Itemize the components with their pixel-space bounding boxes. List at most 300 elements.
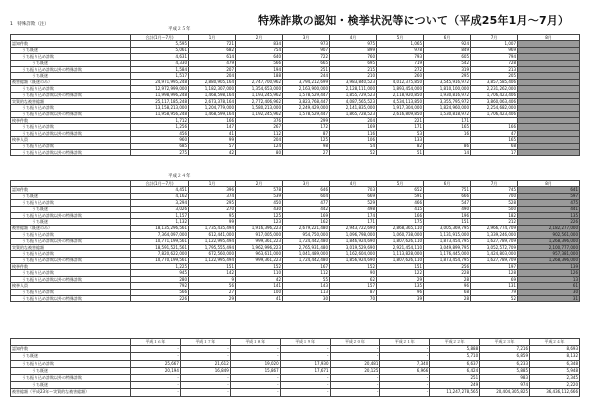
table-cell: 17,930 (280, 360, 330, 367)
table-cell: 42 (236, 276, 283, 282)
column-header: 平成２０年 (330, 339, 380, 346)
row-label: うち振り込め詐欺 (11, 232, 131, 238)
table-row (11, 382, 580, 389)
table-cell: 1,176,445,000 (424, 251, 471, 257)
table-cell: - (180, 389, 230, 396)
table-cell: - (230, 382, 280, 389)
column-header: 平成２２年 (430, 339, 480, 346)
table-cell: 1,627,789,709 (471, 238, 518, 244)
table-cell: 1,795,555,494 (189, 244, 236, 250)
table-cell: 51 (377, 150, 424, 156)
table-cell: - (330, 389, 380, 396)
row-label: うち既遂 (11, 382, 131, 389)
table-cell: - (380, 389, 430, 396)
column-header: 7月 (471, 181, 518, 187)
table-cell: 42 (189, 150, 236, 156)
row-label: うち振り込め詐欺以外の特殊詐欺 (11, 374, 131, 381)
table-cell: 1,807,626,110 (377, 257, 424, 263)
table-cell: 70 (330, 296, 377, 302)
table-cell: 1,517 (131, 73, 189, 79)
table-cell: 171 (377, 124, 424, 130)
table-cell: 20,481 (330, 360, 380, 367)
table-cell: 18,591,521,561 (131, 244, 189, 250)
table-cell: 1,893,454,000 (377, 86, 424, 92)
table-cell: 1,122,995,494 (189, 257, 236, 263)
table-cell: 249 (430, 382, 480, 389)
table-cell: 226 (518, 219, 580, 225)
table-cell: 270 (189, 206, 236, 212)
table-cell: 52 (471, 296, 518, 302)
table-cell: 152 (236, 264, 283, 270)
table-cell: - (131, 374, 181, 381)
table-cell: 9 (189, 276, 236, 282)
table-cell: 1,041,489,000 (283, 251, 330, 257)
table-cell: 68 (424, 289, 471, 295)
column-header: 2月 (236, 35, 283, 41)
table-cell: 157 (330, 283, 377, 289)
table-cell: - (330, 382, 380, 389)
document-title: 特殊詐欺の認知・検挙状況等について（平成25年1月～7月） (258, 14, 570, 27)
table-cell: 3,005,369,795 (424, 225, 471, 231)
table-cell: 957,381,000 (518, 251, 580, 257)
table-cell: 1,424,803,000 (471, 251, 518, 257)
row-label: うち振り込め詐欺 (11, 143, 131, 149)
table-cell: 20,404,305,825 (480, 389, 530, 396)
monthly-stats-table-h25 (10, 34, 580, 156)
table-cell: 547 (424, 200, 471, 206)
table-cell: 166 (377, 212, 424, 218)
table-cell: 794 (471, 54, 518, 60)
year-label-h24: 平成２４年 (168, 174, 191, 179)
table-cell: 295 (189, 200, 236, 206)
table-row (11, 296, 580, 302)
monthly-stats-table-h24 (10, 180, 580, 302)
table-cell: 5,948 (530, 367, 580, 374)
column-header: 平成１７年 (180, 339, 230, 346)
table-cell: 849 (424, 47, 471, 53)
table-cell: 194 (236, 66, 283, 72)
table-cell: 11,247,278,565 (430, 389, 480, 396)
table-cell: 25,117,185,248 (131, 98, 189, 104)
table-cell: 983 (480, 374, 530, 381)
table-cell: 1,122,995,494 (189, 238, 236, 244)
column-header: 平成２１年 (380, 339, 430, 346)
table-cell: 1,916,396,223 (236, 225, 283, 231)
table-cell: 172 (283, 124, 330, 130)
table-cell: 96 (424, 283, 471, 289)
row-label: うち振り込め詐欺 (11, 105, 131, 111)
table-cell: 682 (189, 47, 236, 53)
table-cell: 251 (430, 374, 480, 381)
table-cell: - (230, 374, 280, 381)
table-cell: 17 (471, 150, 518, 156)
table-cell: 151 (189, 264, 236, 270)
table-cell: 3,052,572,709 (471, 244, 518, 250)
column-header: 平成１８年 (230, 339, 280, 346)
table-cell: 1,627,789,709 (471, 257, 518, 263)
table-cell: 3,857,585,406 (471, 79, 518, 85)
column-header: 2月 (236, 181, 283, 187)
table-cell: 945 (131, 270, 189, 276)
table-cell: 299 (283, 118, 330, 124)
table-cell: 99 (189, 219, 236, 225)
table-cell: 95 (189, 212, 236, 218)
column-header: 3月 (283, 181, 330, 187)
table-cell: 61 (518, 283, 580, 289)
table-cell: 1,824,960,000 (424, 105, 471, 111)
table-cell: 760 (330, 54, 377, 60)
table-cell: 228 (424, 270, 471, 276)
table-cell: 79 (471, 289, 518, 295)
column-header: 5月 (377, 35, 424, 41)
table-cell: 295 (424, 73, 471, 79)
column-header: 4月 (330, 181, 377, 187)
table-cell: 1,060,738,000 (377, 232, 424, 238)
table-cell: 30 (283, 296, 330, 302)
table-cell: 1,131,915,000 (424, 232, 471, 238)
table-cell: 53 (377, 130, 424, 136)
table-cell: 2,868,365,110 (377, 225, 424, 231)
table-cell: 126 (518, 270, 580, 276)
table-cell: 1,268,396,000 (518, 238, 580, 244)
table-cell: 27 (189, 289, 236, 295)
table-cell: - (380, 374, 430, 381)
table-cell: 614 (189, 54, 236, 60)
column-header: 合計(1月～7月) (131, 35, 189, 41)
table-cell: 1,807,626,110 (377, 238, 424, 244)
table-cell: 87 (283, 130, 330, 136)
table-cell: 16 (424, 130, 471, 136)
column-header (11, 339, 131, 346)
table-cell: 267 (236, 124, 283, 130)
table-cell: 4,162 (131, 193, 189, 199)
table-cell: 68 (471, 143, 518, 149)
column-header: 平成１６年 (131, 339, 181, 346)
table-cell: 87 (330, 289, 377, 295)
table-cell: 666 (424, 193, 471, 199)
table-cell: 477 (283, 200, 330, 206)
table-cell: 135 (377, 283, 424, 289)
table-cell: 1,225 (131, 264, 189, 270)
table-row (11, 150, 580, 156)
table-cell: 124 (236, 143, 283, 149)
table-cell: 167 (283, 264, 330, 270)
table-cell: 2,163,900,000 (283, 86, 330, 92)
row-label: 検挙人員 (11, 137, 131, 143)
table-cell: 1,204,779,000 (189, 105, 236, 111)
table-cell: 96 (377, 289, 424, 295)
table-cell: - (330, 346, 380, 353)
table-cell: 2,966,774,709 (471, 225, 518, 231)
row-label: うち既遂 (11, 367, 131, 374)
table-cell: 1,157 (131, 212, 189, 218)
table-cell: 1,584 (131, 66, 189, 72)
table-cell: 396 (189, 187, 236, 193)
table-cell: 1,096,798,000 (330, 232, 377, 238)
table-cell: 2,772,406,962 (236, 98, 283, 104)
table-cell: 5,710 (430, 353, 480, 360)
table-cell: 969 (471, 47, 518, 53)
table-cell: 6,637 (430, 360, 480, 367)
table-cell: 652 (377, 187, 424, 193)
table-cell: 196 (424, 212, 471, 218)
table-cell: 141 (236, 283, 283, 289)
table-cell: 430 (236, 206, 283, 212)
table-cell: 135 (518, 212, 580, 218)
table-cell: - (330, 353, 380, 360)
column-header: 8月 (518, 35, 580, 41)
table-cell: 2,679,221,480 (283, 225, 330, 231)
yearly-stats-table (10, 338, 580, 397)
table-cell: 4,330 (131, 60, 189, 66)
table-cell: 112 (283, 270, 330, 276)
row-label: うち振り込め詐欺以外の特殊詐欺 (11, 296, 131, 302)
table-cell: 695 (330, 60, 377, 66)
table-cell: 210 (330, 73, 377, 79)
column-header: 1月 (189, 181, 236, 187)
row-label: うち振り込め詐欺 (11, 360, 131, 367)
table-cell: 578 (236, 187, 283, 193)
table-cell: 100 (236, 289, 283, 295)
table-cell: 10,771,199,561 (131, 238, 189, 244)
table-cell: 2,231,262,000 (471, 86, 518, 92)
table-cell: 792 (131, 283, 189, 289)
table-cell: 25,667 (131, 360, 181, 367)
table-cell: 39 (377, 296, 424, 302)
table-cell: 280 (131, 276, 189, 282)
table-cell: 1,930,816,972 (424, 92, 471, 98)
table-cell: 899 (330, 47, 377, 53)
table-cell: 55 (283, 276, 330, 282)
table-cell: 226 (131, 296, 189, 302)
table-cell: 2,100,777,000 (518, 244, 580, 250)
table-cell: 646 (283, 187, 330, 193)
row-label: 認知件数 (11, 187, 131, 193)
table-cell: 665 (283, 60, 330, 66)
table-cell: 960 (131, 137, 189, 143)
table-cell: 52 (330, 150, 377, 156)
table-cell: 123 (236, 219, 283, 225)
table-cell: 204 (236, 137, 283, 143)
table-cell: 98 (283, 143, 330, 149)
table-cell: 260 (377, 73, 424, 79)
table-cell: 19,020 (230, 360, 280, 367)
table-cell: 24,971,995,248 (131, 79, 189, 85)
table-cell: 539 (236, 193, 283, 199)
table-cell: 745 (471, 187, 518, 193)
table-cell: 475 (518, 200, 580, 206)
table-cell: 3,545,916,972 (424, 79, 471, 85)
table-cell: 27 (283, 150, 330, 156)
table-cell: 500 (471, 206, 518, 212)
table-cell: 16,849 (180, 367, 230, 374)
row-label: 検挙件数 (11, 118, 131, 124)
table-cell: 2,943,722,690 (330, 225, 377, 231)
table-cell: 834 (236, 41, 283, 47)
table-cell: 4,631 (131, 54, 189, 60)
table-cell: 954,750,000 (283, 232, 330, 238)
table-row (11, 360, 580, 367)
table-cell: 542 (424, 60, 471, 66)
table-cell: 29 (377, 276, 424, 282)
table-cell: 11,998,996,248 (131, 92, 189, 98)
row-label: うち振り込め詐欺 (11, 54, 131, 60)
table-cell: 722 (283, 54, 330, 60)
table-cell: 151 (377, 264, 424, 270)
column-header: 合計(1月～7月) (131, 181, 189, 187)
row-label: うち振り込め詐欺 (11, 251, 131, 257)
table-cell: 3,823,768,447 (283, 98, 330, 104)
table-cell: 106 (330, 137, 377, 143)
row-label: 認知件数 (11, 346, 131, 353)
table-cell: 131 (471, 283, 518, 289)
table-cell: 17,671 (280, 367, 330, 374)
table-cell: 1,855,729,523 (330, 92, 377, 98)
row-label: うち振り込め詐欺以外の特殊詐欺 (11, 111, 131, 117)
table-cell: 182 (471, 212, 518, 218)
column-header: 8月 (518, 181, 580, 187)
row-label: うち振り込め詐欺以外の特殊詐欺 (11, 257, 131, 263)
table-cell: 640 (236, 54, 283, 60)
table-cell: 174 (330, 212, 377, 218)
row-label: 検挙人員 (11, 283, 131, 289)
table-row (11, 367, 580, 374)
table-row (11, 389, 580, 396)
table-cell: 4,087,565,523 (330, 98, 377, 104)
table-cell: 2,182,277,000 (518, 225, 580, 231)
row-label: うち振り込め詐欺 (11, 270, 131, 276)
row-label: 認知件数 (11, 41, 131, 47)
table-cell: 7,820,622,000 (131, 251, 189, 257)
table-cell: 1,962,996,223 (236, 244, 283, 250)
table-cell: 374 (189, 193, 236, 199)
table-cell: 907 (283, 47, 330, 53)
table-cell: 99 (189, 137, 236, 143)
table-cell: 1,865,728,523 (330, 111, 377, 117)
table-cell: 2,254,682,000 (471, 105, 518, 111)
table-cell: 441 (518, 206, 580, 212)
table-cell: 2,765,931,480 (283, 244, 330, 250)
table-cell: 591 (377, 193, 424, 199)
table-cell: 1,578,529,447 (283, 111, 330, 117)
table-cell: 139 (518, 264, 580, 270)
table-cell: 82 (377, 143, 424, 149)
table-cell: - (230, 353, 280, 360)
table-cell: 1,162,604,000 (330, 251, 377, 257)
table-cell: 165 (424, 124, 471, 130)
table-cell: - (380, 346, 430, 353)
table-cell: 112 (236, 130, 283, 136)
table-cell: 116 (330, 130, 377, 136)
row-label: うち振り込め詐欺以外の特殊詐欺 (11, 276, 131, 282)
table-cell: 2,673,378,164 (189, 98, 236, 104)
table-cell: 3,983,840,523 (330, 79, 377, 85)
table-cell: 197 (471, 264, 518, 270)
table-cell: 11,958,956,248 (131, 111, 189, 117)
table-cell: 1,810,100,000 (424, 86, 471, 92)
table-cell: 29 (189, 296, 236, 302)
table-cell: 1,007 (471, 41, 518, 47)
table-cell: 999,361,223 (236, 257, 283, 263)
table-cell: 7,216 (480, 346, 530, 353)
table-cell: 2,880,905,164 (189, 79, 236, 85)
table-cell: 110 (236, 270, 283, 276)
row-label: 被害総額（平成23年～実質的な被害総額） (11, 389, 131, 396)
table-cell: 165 (471, 137, 518, 143)
table-cell: 597 (518, 193, 580, 199)
table-cell: 188 (236, 73, 283, 79)
table-cell: 1,735,435,494 (189, 225, 236, 231)
row-label: うち既遂 (11, 193, 131, 199)
table-cell: 7,364,097,000 (131, 232, 189, 238)
table-cell: 125 (236, 212, 283, 218)
table-cell: 975 (330, 41, 377, 47)
table-cell: 1,873,454,795 (424, 238, 471, 244)
table-cell: 1,192,245,962 (236, 111, 283, 117)
table-cell: 604 (283, 193, 330, 199)
table-cell: 7,340 (380, 360, 430, 367)
table-cell (518, 150, 580, 156)
table-cell: - (280, 389, 330, 396)
table-cell: - (280, 382, 330, 389)
table-cell: 2,616,809,850 (377, 111, 424, 117)
table-cell: 175 (377, 219, 424, 225)
table-cell: 169 (283, 212, 330, 218)
row-label: うち既遂 (11, 73, 131, 79)
table-cell: 3,026 (131, 206, 189, 212)
table-cell: 21,612 (180, 360, 230, 367)
table-cell: 793 (377, 54, 424, 60)
row-label: うち既遂 (11, 60, 131, 66)
table-cell: 272 (377, 66, 424, 72)
column-header: 平成１９年 (280, 339, 330, 346)
table-cell: 8,132 (530, 353, 580, 360)
row-label: うち振り込め詐欺 (11, 124, 131, 130)
table-cell: 133 (377, 137, 424, 143)
table-cell: 147 (189, 124, 236, 130)
table-cell: 1,580,213,000 (236, 105, 283, 111)
table-cell: - (180, 382, 230, 389)
table-cell: 2,128,111,000 (330, 86, 377, 92)
table-cell: 2,220 (530, 382, 580, 389)
table-cell: 122 (377, 270, 424, 276)
table-cell: 69 (471, 276, 518, 282)
table-cell: 5,061 (131, 47, 189, 53)
table-cell: 1,132 (131, 219, 189, 225)
row-label: うち振り込め詐欺以外の特殊詐欺 (11, 130, 131, 136)
table-cell: 2,921,454,110 (377, 244, 424, 250)
table-cell: 166 (189, 118, 236, 124)
table-cell: 57 (189, 143, 236, 149)
table-cell: 13 (518, 276, 580, 282)
column-header: 1月 (189, 35, 236, 41)
table-cell: 974 (480, 382, 530, 389)
section-heading: 1 特殊詐欺（注） (10, 22, 49, 27)
table-cell: 18,135,296,561 (131, 225, 189, 231)
column-header: 平成２３年 (480, 339, 530, 346)
table-cell: 1,917,304,000 (377, 105, 424, 111)
table-cell: 528 (471, 200, 518, 206)
table-cell: 490 (424, 206, 471, 212)
table-cell: 1,712 (131, 118, 189, 124)
table-row (11, 346, 580, 353)
table-cell: 256 (424, 264, 471, 270)
table-cell: 754 (236, 47, 283, 53)
table-cell: 566 (131, 289, 189, 295)
table-cell: 215 (330, 66, 377, 72)
row-label: うち振り込め詐欺 (11, 289, 131, 295)
table-cell: 143 (283, 283, 330, 289)
